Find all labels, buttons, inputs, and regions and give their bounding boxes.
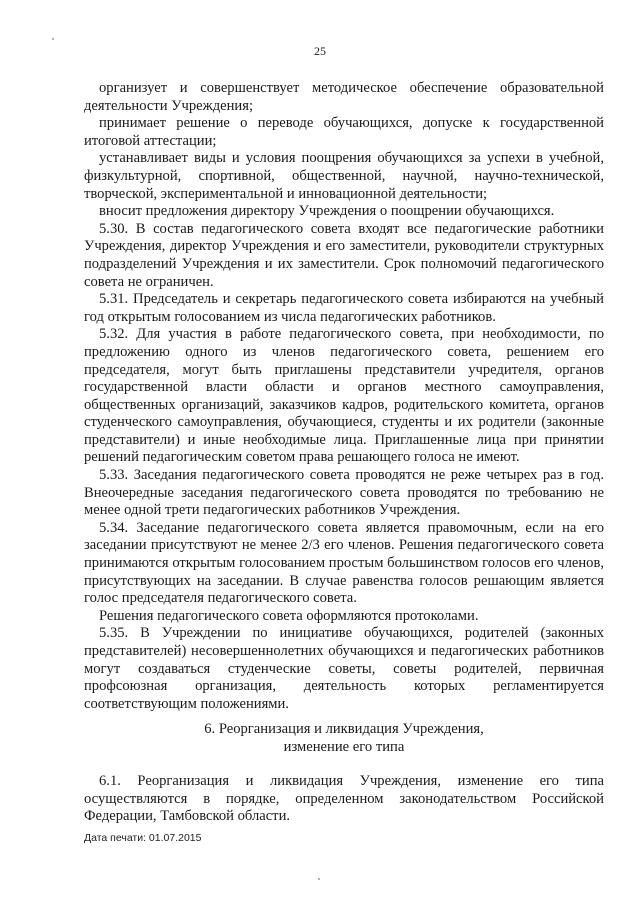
paragraph: 5.32. Для участия в работе педагогического совета, при необходимости, по предложению одного из членов педагогического совета, решением его председателя, могут быть приглашены представители учредителя, органов государственной власти области и органов местного самоуправления, общественных организаций, заказчиков кадров, родительского комитета, органов студенческого самоуправления, обучающиеся, студенты и их родители (законные представители) и иные необходимые лица. Приглашенные лица при принятии решений педагогическим советом права решающего голоса не имеют. (84, 326, 604, 466)
paragraph: 5.35. В Учреждении по инициативе обучающихся, родителей (законных представителей) несовершеннолетних обучающихся и педагогических работников могут создаваться студенческие советы, советы родителей, первичная профсоюзная организация, деятельность которых регламентируется соответствующим положениями. (84, 625, 604, 712)
page-number: 25 (314, 44, 326, 58)
section-body (84, 773, 604, 826)
print-date: Дата печати: 01.07.2015 (84, 832, 202, 844)
paragraph: 5.30. В состав педагогического совета входят все педагогические работники Учреждения, директор Учреждения и его заместители, руководители структурных подразделений Учреждения и их заместители. Срок полномочий педагогического совета не ограничен. (84, 220, 604, 290)
document-body (84, 80, 604, 713)
paragraph: 6.1. Реорганизация и ликвидация Учреждения, изменение его типа осуществляются в порядке, определенном законодательством Российской Федерации, Тамбовской области. (84, 773, 604, 825)
paragraph: вносит предложения директору Учреждения о поощрении обучающихся. (99, 203, 555, 220)
paragraph: 5.31. Председатель и секретарь педагогического совета избираются на учебный год открытым голосованием из числа педагогических работников. (84, 291, 604, 325)
paragraph: Решения педагогического совета оформляются протоколами. (99, 607, 479, 624)
scan-speck (318, 878, 320, 880)
section-heading-line: 6. Реорганизация и ликвидация Учреждения, (204, 721, 484, 737)
paragraph: 5.33. Заседания педагогического совета проводятся не реже четырех раз в год. Внеочередные заседания педагогического совета проводятся по требованию не менее одной трети педагогических работников Учреждения. (84, 467, 604, 519)
section-heading-line: изменение его типа (283, 739, 405, 755)
paragraph: организует и совершенствует методическое обеспечение образовательной деятельности Учреждения; (84, 80, 604, 114)
paragraph: 5.34. Заседание педагогического совета является правомочным, если на его заседании присутствуют не менее 2/3 его членов. Решения педагогического совета принимаются открытым голосованием простым большинством голосов его членов, присутствующих на заседании. В случае равенства голосов решающим является голос председателя педагогического совета. (84, 519, 604, 607)
scan-speck (52, 38, 54, 40)
paragraph: принимает решение о переводе обучающихся, допуске к государственной итоговой аттестации; (84, 115, 604, 149)
paragraph: устанавливает виды и условия поощрения обучающихся за успехи в учебной, физкультурной, спортивной, общественной, научной, научно-технической, творческой, экспериментальной и инновационной деятельности; (84, 150, 604, 202)
section-heading (84, 720, 604, 756)
